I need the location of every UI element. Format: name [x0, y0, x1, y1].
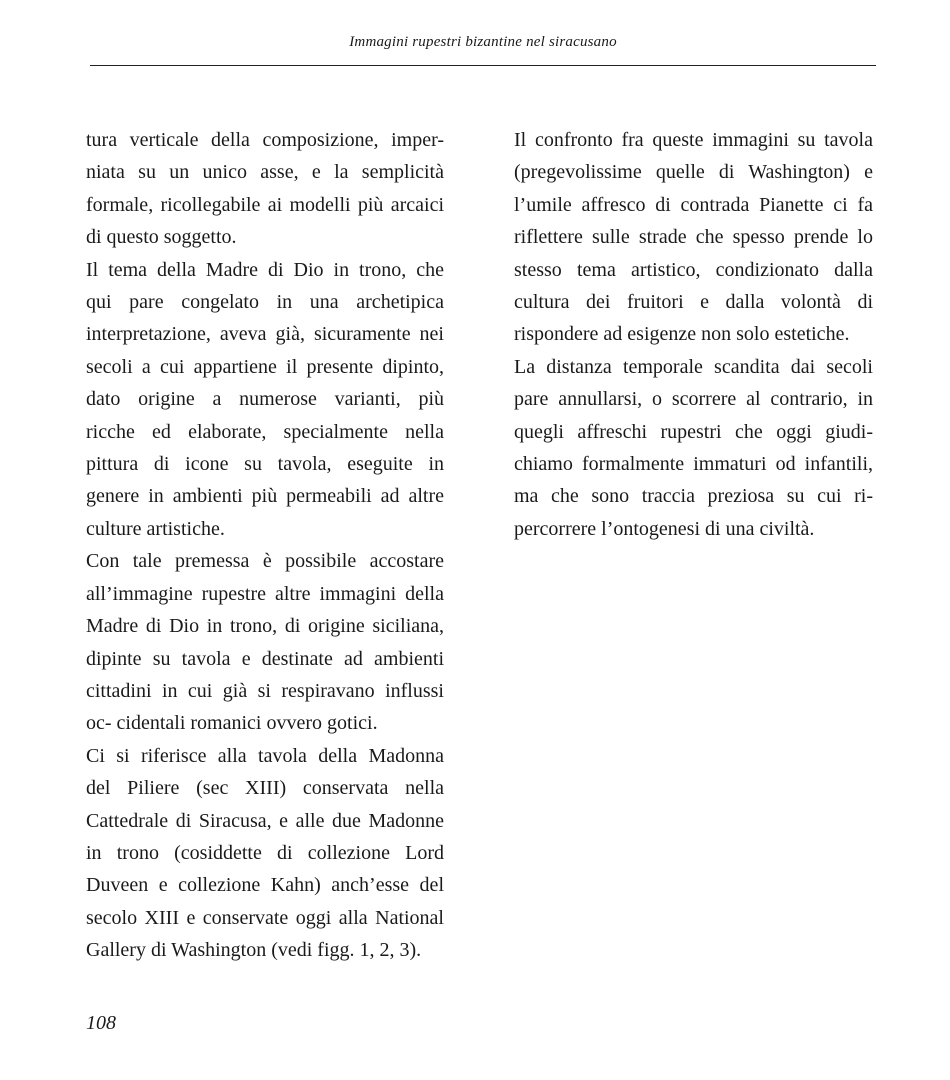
text-line: culture artistiche.	[86, 517, 225, 540]
text-line: La distanza temporale scandita dai secoli	[514, 355, 873, 378]
left-column	[86, 124, 444, 967]
text-line: interpretazione, aveva già, sicuramente nei	[86, 323, 444, 346]
text-line: chiamo formalmente immaturi od infantili,	[514, 453, 873, 476]
page-number: 108	[86, 1012, 116, 1034]
text-line: Il confronto fra queste immagini su tavola	[514, 129, 873, 151]
text-line: rispondere ad esigenze non solo estetiche.	[514, 323, 850, 346]
text-line: Madre di Dio in trono, di origine siciliana,	[86, 615, 444, 638]
text-line: del Piliere (sec XIII) conservata nella	[86, 777, 444, 800]
text-line: (pregevolissime quelle di Washington) e	[514, 161, 873, 184]
text-line: ricche ed elaborate, specialmente nella	[86, 420, 444, 443]
header-rule	[90, 65, 876, 66]
text-line: cittadini in cui già si respiravano influssi	[86, 679, 444, 702]
text-line: Gallery di Washington (vedi figg. 1, 2, 3).	[86, 939, 422, 962]
text-line: pittura di icone su tavola, eseguite in	[86, 453, 444, 476]
text-line: pare annullarsi, o scorrere al contrario, in	[514, 388, 873, 411]
text-line: Ci si riferisce alla tavola della Madonna	[86, 744, 444, 767]
text-line: cultura dei fruitori e dalla volontà di	[514, 291, 873, 314]
text-line: dipinte su tavola e destinate ad ambienti	[86, 647, 444, 670]
text-line: secolo XIII e conservate oggi alla National	[86, 906, 444, 929]
text-line: in trono (cosiddette di collezione Lord	[86, 841, 444, 864]
text-line: oc- cidentali romanici ovvero gotici.	[86, 712, 378, 735]
text-line: l’umile affresco di contrada Pianette ci fa	[514, 193, 873, 216]
text-line: riflettere sulle strade che spesso prende lo	[514, 226, 873, 249]
text-line: Con tale premessa è possibile accostare	[86, 550, 444, 573]
text-line: niata su un unico asse, e la semplicità	[86, 161, 444, 184]
text-line: Duveen e collezione Kahn) anch’esse del	[86, 874, 444, 897]
running-title: Immagini rupestri bizantine nel siracusano	[349, 34, 617, 50]
right-column	[514, 124, 873, 545]
text-line: percorrere l’ontogenesi di una civiltà.	[514, 517, 815, 540]
text-line: Cattedrale di Siracusa, e alle due Madonne	[86, 809, 444, 832]
text-line: all’immagine rupestre altre immagini della	[86, 582, 444, 605]
text-line: qui pare congelato in una archetipica	[86, 291, 444, 314]
text-line: di questo soggetto.	[86, 226, 237, 249]
text-line: formale, ricollegabile ai modelli più arcaici	[86, 193, 444, 216]
text-line: ma che sono traccia preziosa su cui ri-	[514, 485, 873, 508]
text-line: Il tema della Madre di Dio in trono, che	[86, 258, 444, 281]
text-line: dato origine a numerose varianti, più	[86, 388, 444, 411]
text-line: secoli a cui appartiene il presente dipinto,	[86, 355, 444, 378]
text-line: quegli affreschi rupestri che oggi giudi-	[514, 420, 873, 443]
text-line: tura verticale della composizione, imper-	[86, 129, 444, 151]
text-line: genere in ambienti più permeabili ad altre	[86, 485, 444, 508]
text-line: stesso tema artistico, condizionato dalla	[514, 258, 873, 281]
